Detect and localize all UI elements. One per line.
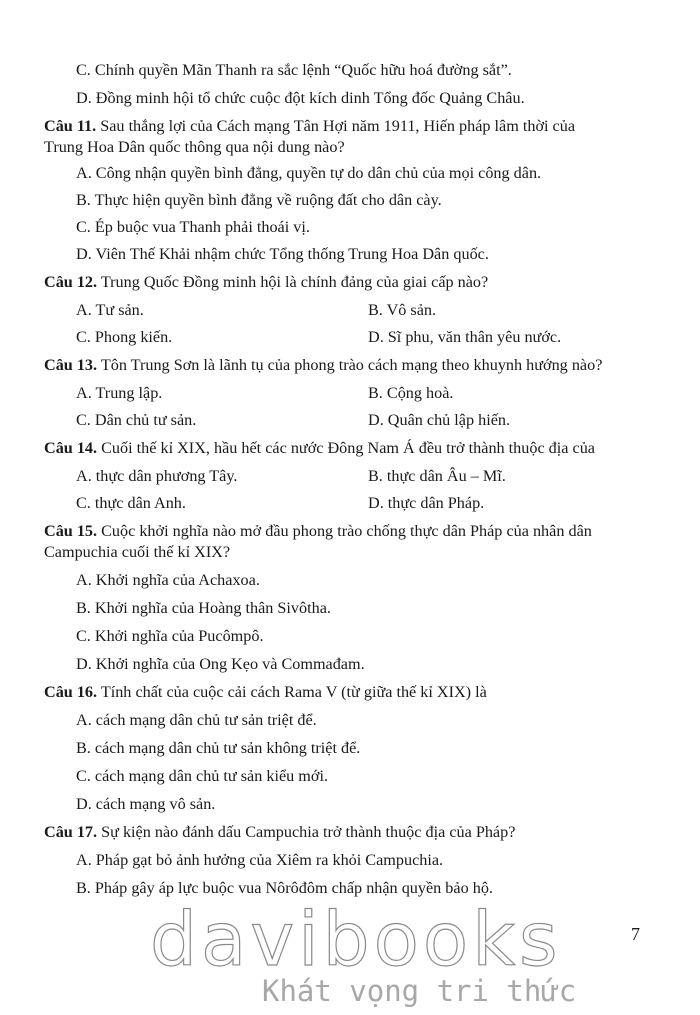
q11-option-d: D. Viên Thế Khải nhậm chức Tổng thống Trung Hoa Dân quốc. <box>76 245 489 263</box>
question-text: Sự kiện nào đánh dấu Campuchia trở thành thuộc địa của Pháp? <box>97 823 516 841</box>
question-12 <box>44 272 488 292</box>
q12-option-d: D. Sĩ phu, văn thân yêu nước. <box>368 328 562 346</box>
question-13 <box>44 355 602 375</box>
q13-option-c: C. Dân chủ tư sản. <box>76 411 197 429</box>
q17-option-a: A. Pháp gạt bỏ ảnh hưởng của Xiêm ra khỏi Campuchia. <box>76 851 444 869</box>
question-text: Trung Quốc Đồng minh hội là chính đảng của giai cấp nào? <box>97 273 489 291</box>
q13-option-d: D. Quân chủ lập hiến. <box>368 411 511 429</box>
question-text: Tính chất của cuộc cải cách Rama V (từ giữa thế kỉ XIX) là <box>97 683 487 701</box>
q12-option-b: B. Vô sản. <box>368 301 437 319</box>
watermark-slogan: Khát vọng tri thức <box>262 974 577 1008</box>
q16-option-b: B. cách mạng dân chủ tư sản không triệt để. <box>76 739 361 757</box>
q14-option-b: B. thực dân Âu – Mĩ. <box>368 467 506 485</box>
watermark-brand: davibooks <box>150 897 562 983</box>
question-14 <box>44 438 595 458</box>
prev-option-c: C. Chính quyền Mãn Thanh ra sắc lệnh “Quốc hữu hoá đường sắt”. <box>76 61 512 79</box>
q15-option-a: A. Khởi nghĩa của Achaxoa. <box>76 571 260 589</box>
q14-option-c: C. thực dân Anh. <box>76 494 186 512</box>
q16-option-a: A. cách mạng dân chủ tư sản triệt để. <box>76 711 317 729</box>
q14-option-a: A. thực dân phương Tây. <box>76 467 238 485</box>
q12-option-c: C. Phong kiến. <box>76 328 173 346</box>
q17-option-b: B. Pháp gây áp lực buộc vua Nôrôđôm chấp nhận quyền bảo hộ. <box>76 879 493 897</box>
question-15 <box>44 521 592 541</box>
q15-option-b: B. Khởi nghĩa của Hoàng thân Sivôtha. <box>76 599 331 617</box>
page-number: 7 <box>631 924 640 944</box>
question-number: Câu 11. <box>44 117 97 135</box>
q12-option-a: A. Tư sản. <box>76 301 144 319</box>
q11-option-a: A. Công nhận quyền bình đẳng, quyền tự do dân chủ của mọi công dân. <box>76 164 542 182</box>
prev-option-d: D. Đồng minh hội tổ chức cuộc đột kích dinh Tổng đốc Quảng Châu. <box>76 89 525 107</box>
question-text: Tôn Trung Sơn là lãnh tụ của phong trào cách mạng theo khuynh hướng nào? <box>97 356 603 374</box>
q13-option-a: A. Trung lập. <box>76 384 163 402</box>
q11-option-c: C. Ép buộc vua Thanh phải thoái vị. <box>76 218 310 236</box>
q15-option-c: C. Khởi nghĩa của Pucômpô. <box>76 627 264 645</box>
question-text: Sau thắng lợi của Cách mạng Tân Hợi năm 1911, Hiến pháp lâm thời của <box>96 117 576 135</box>
question-number: Câu 16. <box>44 683 98 701</box>
question-11 <box>44 116 575 136</box>
question-17 <box>44 822 515 842</box>
q14-option-d: D. thực dân Pháp. <box>368 494 485 512</box>
q15-option-d: D. Khởi nghĩa của Ong Kẹo và Commađam. <box>76 655 365 673</box>
question-number: Câu 14. <box>44 439 98 457</box>
question-text: Cuộc khởi nghĩa nào mở đầu phong trào chống thực dân Pháp của nhân dân <box>97 522 592 540</box>
question-text: Cuối thế kỉ XIX, hầu hết các nước Đông Nam Á đều trở thành thuộc địa của <box>97 439 595 457</box>
q13-option-b: B. Cộng hoà. <box>368 384 454 402</box>
question-number: Câu 13. <box>44 356 98 374</box>
question-16 <box>44 682 487 702</box>
question-number: Câu 12. <box>44 273 98 291</box>
q11-option-b: B. Thực hiện quyền bình đẳng về ruộng đất cho dân cày. <box>76 191 442 209</box>
question-number: Câu 15. <box>44 522 98 540</box>
watermark <box>0 897 700 1015</box>
question-number: Câu 17. <box>44 823 98 841</box>
question-11-continued: Trung Hoa Dân quốc thông qua nội dung nào? <box>44 138 345 156</box>
q16-option-c: C. cách mạng dân chủ tư sản kiểu mới. <box>76 767 328 785</box>
q16-option-d: D. cách mạng vô sản. <box>76 795 216 813</box>
question-15-continued: Campuchia cuối thế kỉ XIX? <box>44 543 231 561</box>
